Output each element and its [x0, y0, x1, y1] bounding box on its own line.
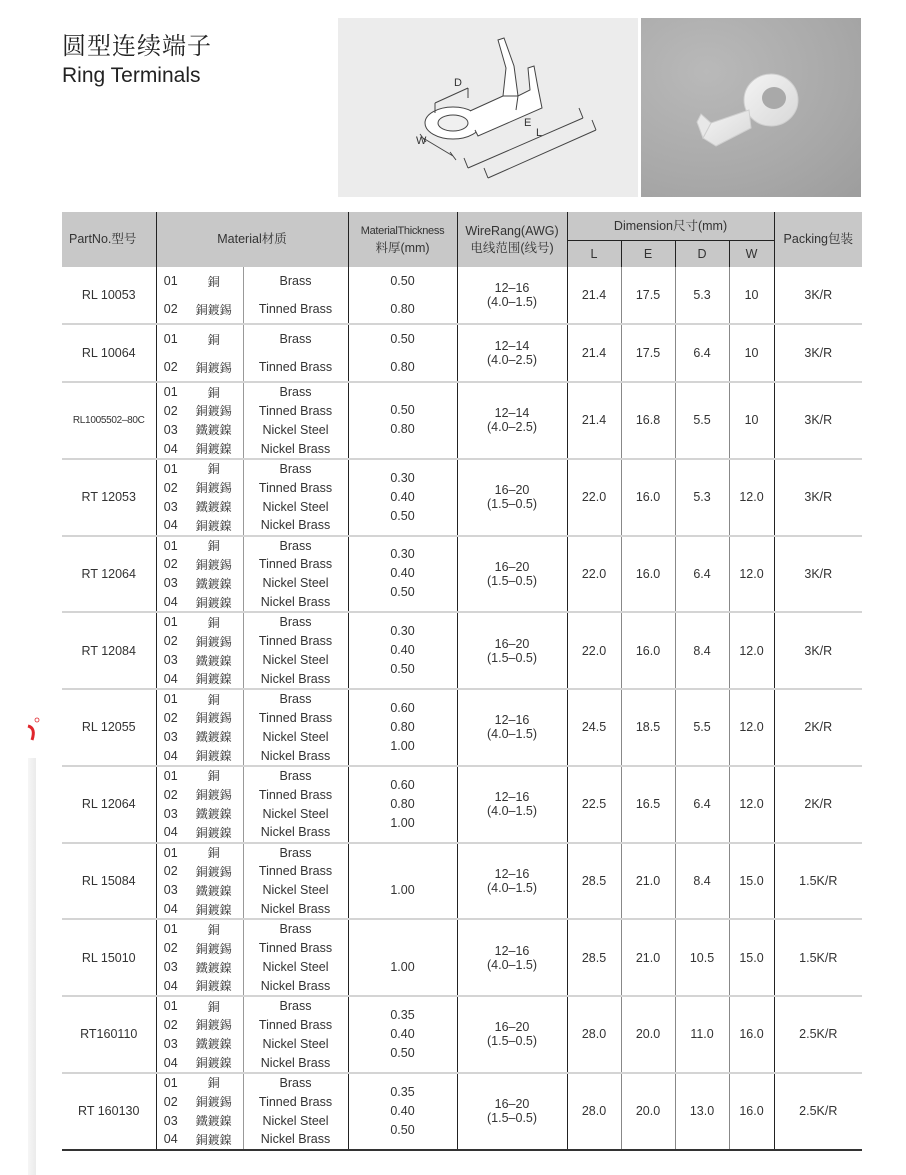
- header-dim-e: E: [621, 241, 675, 268]
- material-en-cell: Tinned Brass: [243, 862, 348, 881]
- packing-cell: 2K/R: [774, 766, 862, 843]
- material-code-cell: 02: [163, 941, 178, 956]
- dim-w-cell: 15.0: [729, 919, 774, 996]
- dim-l-cell: 22.0: [567, 459, 621, 536]
- part-number-cell: RL 15084: [62, 843, 156, 920]
- material-code-cell: 02: [156, 296, 185, 325]
- material-code-cell: 02: [163, 634, 178, 649]
- part-number-cell: RL1005502–80C: [62, 382, 156, 459]
- material-zh-cell: 鐵鍍鎳: [185, 1111, 243, 1130]
- dim-d-cell: 5.3: [675, 459, 729, 536]
- part-number-cell: RT 160130: [62, 1073, 156, 1150]
- dim-l-cell: 28.5: [567, 919, 621, 996]
- material-zh-cell: 銅鍍鎳: [185, 823, 243, 842]
- material-en-cell: Brass: [243, 843, 348, 862]
- material-code-cell: 04: [156, 670, 185, 689]
- material-zh-cell: 銅鍍錫: [185, 478, 243, 497]
- dim-d-cell: 11.0: [675, 996, 729, 1073]
- thickness-cell: 1.00: [348, 843, 457, 920]
- ring-terminal-photo: [641, 18, 861, 197]
- material-zh-cell: 銅鍍鎳: [185, 516, 243, 535]
- header-dim-d: D: [675, 241, 729, 268]
- header-dim-l: L: [567, 241, 621, 268]
- material-en-cell: Tinned Brass: [243, 938, 348, 957]
- product-row-group: [62, 382, 862, 459]
- thickness-cell: 0.30 0.40 0.50: [348, 612, 457, 689]
- material-code-cell: 01: [163, 999, 178, 1014]
- dim-e-cell: 21.0: [621, 919, 675, 996]
- dim-e-cell: 20.0: [621, 996, 675, 1073]
- dim-d-cell: 10.5: [675, 919, 729, 996]
- material-code-cell: 04: [156, 1054, 185, 1073]
- material-code-cell: 03: [163, 653, 178, 668]
- material-code-cell: 01: [163, 692, 178, 707]
- part-number-cell: RL 12064: [62, 766, 156, 843]
- packing-cell: 3K/R: [774, 612, 862, 689]
- material-zh-cell: 銅鍍錫: [185, 1015, 243, 1034]
- material-en-cell: Nickel Steel: [243, 881, 348, 900]
- material-zh-cell: 銅鍍錫: [185, 708, 243, 727]
- dim-e-cell: 18.5: [621, 689, 675, 766]
- material-zh-cell: 銅鍍鎳: [185, 670, 243, 689]
- table-row: [62, 843, 862, 862]
- material-en-cell: Nickel Brass: [243, 440, 348, 459]
- dim-l-cell: 21.4: [567, 382, 621, 459]
- material-en-cell: Nickel Steel: [243, 958, 348, 977]
- material-zh-cell: 鐵鍍鎳: [185, 497, 243, 516]
- thickness-cell: 0.30 0.40 0.50: [348, 459, 457, 536]
- material-zh-cell: 銅鍍錫: [185, 1092, 243, 1111]
- material-zh-cell: 銅: [185, 612, 243, 631]
- material-code-cell: 04: [156, 440, 185, 459]
- material-code-cell: 03: [163, 422, 178, 437]
- material-en-cell: Tinned Brass: [243, 631, 348, 650]
- material-code-cell: 01: [163, 845, 178, 860]
- material-en-cell: Nickel Steel: [243, 804, 348, 823]
- dim-e-cell: 16.5: [621, 766, 675, 843]
- material-code-cell: 01: [163, 461, 178, 476]
- material-zh-cell: 銅鍍鎳: [185, 977, 243, 996]
- material-en-cell: Nickel Steel: [243, 651, 348, 670]
- material-zh-cell: 銅: [185, 536, 243, 555]
- material-en-cell: Tinned Brass: [243, 785, 348, 804]
- material-en-cell: Brass: [243, 324, 348, 353]
- dim-e-cell: 21.0: [621, 843, 675, 920]
- material-code-cell: 03: [163, 960, 178, 975]
- thickness-cell: 1.00: [348, 919, 457, 996]
- header-thickness: MaterialThickness 料厚(mm): [348, 212, 457, 267]
- material-en-cell: Brass: [243, 689, 348, 708]
- material-code-cell: 03: [163, 1036, 178, 1051]
- part-number-cell: RT160110: [62, 996, 156, 1073]
- table-row: [62, 766, 862, 785]
- dim-w-cell: 12.0: [729, 766, 774, 843]
- material-code-cell: 04: [156, 593, 185, 612]
- dim-l-cell: 21.4: [567, 324, 621, 382]
- material-en-cell: Tinned Brass: [243, 1015, 348, 1034]
- material-en-cell: Tinned Brass: [243, 401, 348, 420]
- material-zh-cell: 銅鍍鎳: [185, 593, 243, 612]
- brand-mark-fragment: [26, 716, 40, 746]
- dim-w-cell: 12.0: [729, 612, 774, 689]
- dim-d-cell: 8.4: [675, 843, 729, 920]
- material-en-cell: Brass: [243, 996, 348, 1015]
- diagram-label-w: W: [416, 135, 427, 147]
- dim-w-cell: 16.0: [729, 996, 774, 1073]
- product-row-group: [62, 919, 862, 996]
- material-en-cell: Nickel Steel: [243, 420, 348, 439]
- material-code-cell: 02: [163, 403, 178, 418]
- header-dim-w: W: [729, 241, 774, 268]
- wire-range-cell: 12–16 (4.0–1.5): [457, 267, 567, 324]
- diagram-label-d: D: [454, 77, 462, 89]
- dim-l-cell: 24.5: [567, 689, 621, 766]
- header-part-no: PartNo.型号: [62, 212, 156, 267]
- packing-cell: 3K/R: [774, 536, 862, 613]
- terminal-dimension-diagram: [338, 18, 638, 197]
- material-zh-cell: 銅鍍錫: [185, 353, 243, 382]
- material-en-cell: Nickel Steel: [243, 574, 348, 593]
- product-row-group: [62, 536, 862, 613]
- material-zh-cell: 銅鍍錫: [185, 938, 243, 957]
- packing-cell: 2K/R: [774, 689, 862, 766]
- dim-e-cell: 17.5: [621, 267, 675, 324]
- material-zh-cell: 銅鍍鎳: [185, 1054, 243, 1073]
- header-wire-range: WireRang(AWG) 电线范围(线号): [457, 212, 567, 267]
- material-code-cell: 03: [163, 883, 178, 898]
- dim-e-cell: 16.0: [621, 536, 675, 613]
- material-en-cell: Nickel Brass: [243, 670, 348, 689]
- material-en-cell: Brass: [243, 459, 348, 478]
- material-en-cell: Brass: [243, 766, 348, 785]
- dim-w-cell: 10: [729, 382, 774, 459]
- part-number-cell: RL 15010: [62, 919, 156, 996]
- header-dimension: Dimension尺寸(mm): [567, 212, 774, 241]
- dim-e-cell: 16.0: [621, 612, 675, 689]
- product-row-group: [62, 843, 862, 920]
- material-zh-cell: 銅: [185, 996, 243, 1015]
- thickness-cell: 0.50 0.80: [348, 382, 457, 459]
- dim-d-cell: 6.4: [675, 536, 729, 613]
- table-row: [62, 612, 862, 631]
- material-code-cell: 01: [163, 1075, 178, 1090]
- dim-w-cell: 15.0: [729, 843, 774, 920]
- dim-l-cell: 28.0: [567, 1073, 621, 1150]
- material-en-cell: Nickel Brass: [243, 516, 348, 535]
- material-en-cell: Brass: [243, 612, 348, 631]
- wire-range-cell: 16–20 (1.5–0.5): [457, 1073, 567, 1150]
- material-code-cell: 02: [163, 1094, 178, 1109]
- material-en-cell: Nickel Steel: [243, 497, 348, 516]
- table-row: [62, 1073, 862, 1092]
- material-code-cell: 04: [156, 977, 185, 996]
- material-zh-cell: 銅鍍錫: [185, 862, 243, 881]
- dim-w-cell: 12.0: [729, 689, 774, 766]
- material-zh-cell: 鐵鍍鎳: [185, 881, 243, 900]
- part-number-cell: RT 12084: [62, 612, 156, 689]
- packing-cell: 3K/R: [774, 459, 862, 536]
- diagram-label-l: L: [536, 127, 543, 139]
- material-en-cell: Brass: [243, 267, 348, 296]
- material-code-cell: 03: [163, 729, 178, 744]
- material-code-cell: 02: [163, 480, 178, 495]
- table-row: [62, 536, 862, 555]
- table-row: [62, 267, 862, 296]
- dim-d-cell: 8.4: [675, 612, 729, 689]
- material-code-cell: 01: [163, 332, 178, 346]
- material-en-cell: Nickel Steel: [243, 1034, 348, 1053]
- material-zh-cell: 銅鍍鎳: [185, 747, 243, 766]
- material-zh-cell: 銅: [185, 1073, 243, 1092]
- material-zh-cell: 銅鍍錫: [185, 631, 243, 650]
- header-material: Material材质: [156, 212, 348, 267]
- material-code-cell: 04: [156, 747, 185, 766]
- table-row: [62, 324, 862, 353]
- material-en-cell: Tinned Brass: [243, 353, 348, 382]
- material-en-cell: Nickel Brass: [243, 1130, 348, 1149]
- material-code-cell: 01: [163, 615, 178, 630]
- side-strip: [28, 758, 36, 1175]
- material-zh-cell: 銅鍍錫: [185, 296, 243, 325]
- material-code-cell: 01: [163, 538, 178, 553]
- thickness-cell: 0.35 0.40 0.50: [348, 996, 457, 1073]
- part-number-cell: RL 12055: [62, 689, 156, 766]
- material-en-cell: Nickel Steel: [243, 1111, 348, 1130]
- packing-cell: 3K/R: [774, 267, 862, 324]
- material-zh-cell: 銅鍍錫: [185, 785, 243, 804]
- material-code-cell: 03: [163, 1113, 178, 1128]
- ring-terminal-spec-table: [62, 212, 862, 1151]
- material-code-cell: 02: [163, 557, 178, 572]
- dim-d-cell: 6.4: [675, 324, 729, 382]
- dim-e-cell: 16.0: [621, 459, 675, 536]
- material-en-cell: Nickel Brass: [243, 747, 348, 766]
- dim-d-cell: 5.5: [675, 689, 729, 766]
- header-packing: Packing包装: [774, 212, 862, 267]
- material-code-cell: 01: [163, 922, 178, 937]
- thickness-cell: 0.50 0.80: [348, 267, 457, 324]
- thickness-cell: 0.50 0.80: [348, 324, 457, 382]
- material-zh-cell: 銅: [185, 267, 243, 296]
- table-row: [62, 382, 862, 401]
- wire-range-cell: 12–16 (4.0–1.5): [457, 766, 567, 843]
- material-code-cell: 04: [156, 823, 185, 842]
- part-number-cell: RL 10064: [62, 324, 156, 382]
- material-zh-cell: 鐵鍍鎳: [185, 574, 243, 593]
- material-en-cell: Brass: [243, 382, 348, 401]
- material-code-cell: 02: [163, 864, 178, 879]
- wire-range-cell: 12–16 (4.0–1.5): [457, 689, 567, 766]
- dim-e-cell: 16.8: [621, 382, 675, 459]
- material-zh-cell: 鐵鍍鎳: [185, 651, 243, 670]
- material-zh-cell: 銅: [185, 843, 243, 862]
- dim-l-cell: 22.0: [567, 536, 621, 613]
- dim-w-cell: 12.0: [729, 536, 774, 613]
- material-en-cell: Tinned Brass: [243, 296, 348, 325]
- material-en-cell: Nickel Steel: [243, 727, 348, 746]
- product-row-group: [62, 996, 862, 1073]
- product-row-group: [62, 1073, 862, 1150]
- thickness-cell: 0.30 0.40 0.50: [348, 536, 457, 613]
- material-zh-cell: 銅: [185, 919, 243, 938]
- material-zh-cell: 銅: [185, 459, 243, 478]
- material-code-cell: 02: [156, 353, 185, 382]
- dim-w-cell: 10: [729, 267, 774, 324]
- table-row: [62, 919, 862, 938]
- dim-d-cell: 5.5: [675, 382, 729, 459]
- part-number-cell: RT 12064: [62, 536, 156, 613]
- packing-cell: 3K/R: [774, 324, 862, 382]
- packing-cell: 1.5K/R: [774, 919, 862, 996]
- table-row: [62, 689, 862, 708]
- material-code-cell: 04: [156, 900, 185, 919]
- material-code-cell: 03: [163, 499, 178, 514]
- wire-range-cell: 16–20 (1.5–0.5): [457, 996, 567, 1073]
- dim-d-cell: 5.3: [675, 267, 729, 324]
- material-en-cell: Brass: [243, 919, 348, 938]
- wire-range-cell: 12–14 (4.0–2.5): [457, 382, 567, 459]
- packing-cell: 2.5K/R: [774, 1073, 862, 1150]
- product-row-group: [62, 267, 862, 324]
- wire-range-cell: 16–20 (1.5–0.5): [457, 536, 567, 613]
- material-zh-cell: 銅: [185, 382, 243, 401]
- page-title-zh: 圆型连续端子: [62, 32, 212, 60]
- dim-w-cell: 16.0: [729, 1073, 774, 1150]
- material-code-cell: 04: [156, 516, 185, 535]
- material-zh-cell: 鐵鍍鎳: [185, 1034, 243, 1053]
- thickness-cell: 0.35 0.40 0.50: [348, 1073, 457, 1150]
- wire-range-cell: 12–14 (4.0–2.5): [457, 324, 567, 382]
- dim-e-cell: 20.0: [621, 1073, 675, 1150]
- material-zh-cell: 銅鍍鎳: [185, 900, 243, 919]
- material-en-cell: Tinned Brass: [243, 555, 348, 574]
- material-zh-cell: 鐵鍍鎳: [185, 727, 243, 746]
- material-code-cell: 02: [163, 1017, 178, 1032]
- packing-cell: 1.5K/R: [774, 843, 862, 920]
- packing-cell: 3K/R: [774, 382, 862, 459]
- dim-d-cell: 6.4: [675, 766, 729, 843]
- product-row-group: [62, 324, 862, 382]
- material-zh-cell: 銅: [185, 324, 243, 353]
- material-en-cell: Brass: [243, 1073, 348, 1092]
- material-zh-cell: 銅鍍錫: [185, 401, 243, 420]
- material-code-cell: 02: [163, 710, 178, 725]
- product-row-group: [62, 612, 862, 689]
- material-zh-cell: 鐵鍍鎳: [185, 420, 243, 439]
- dim-l-cell: 22.5: [567, 766, 621, 843]
- dim-l-cell: 28.0: [567, 996, 621, 1073]
- material-code-cell: 04: [156, 1130, 185, 1149]
- material-en-cell: Brass: [243, 536, 348, 555]
- dim-d-cell: 13.0: [675, 1073, 729, 1150]
- material-zh-cell: 鐵鍍鎳: [185, 958, 243, 977]
- material-en-cell: Nickel Brass: [243, 823, 348, 842]
- thickness-cell: 0.60 0.80 1.00: [348, 689, 457, 766]
- wire-range-cell: 12–16 (4.0–1.5): [457, 919, 567, 996]
- material-code-cell: 03: [163, 576, 178, 591]
- material-code-cell: 01: [163, 768, 178, 783]
- material-en-cell: Nickel Brass: [243, 593, 348, 612]
- part-number-cell: RL 10053: [62, 267, 156, 324]
- table-row: [62, 996, 862, 1015]
- product-row-group: [62, 459, 862, 536]
- material-zh-cell: 鐵鍍鎳: [185, 804, 243, 823]
- material-zh-cell: 銅鍍鎳: [185, 440, 243, 459]
- material-en-cell: Tinned Brass: [243, 478, 348, 497]
- table-row: [62, 459, 862, 478]
- material-code-cell: 01: [163, 385, 178, 400]
- material-zh-cell: 銅: [185, 766, 243, 785]
- dim-w-cell: 10: [729, 324, 774, 382]
- dim-w-cell: 12.0: [729, 459, 774, 536]
- dim-e-cell: 17.5: [621, 324, 675, 382]
- wire-range-cell: 16–20 (1.5–0.5): [457, 612, 567, 689]
- material-code-cell: 02: [163, 787, 178, 802]
- material-code-cell: 03: [163, 806, 178, 821]
- product-row-group: [62, 689, 862, 766]
- dim-l-cell: 22.0: [567, 612, 621, 689]
- packing-cell: 2.5K/R: [774, 996, 862, 1073]
- material-code-cell: 01: [163, 274, 178, 289]
- material-zh-cell: 銅鍍錫: [185, 555, 243, 574]
- page-title-en: Ring Terminals: [62, 64, 201, 87]
- part-number-cell: RT 12053: [62, 459, 156, 536]
- material-en-cell: Nickel Brass: [243, 1054, 348, 1073]
- dim-l-cell: 28.5: [567, 843, 621, 920]
- dim-l-cell: 21.4: [567, 267, 621, 324]
- material-en-cell: Nickel Brass: [243, 977, 348, 996]
- wire-range-cell: 16–20 (1.5–0.5): [457, 459, 567, 536]
- wire-range-cell: 12–16 (4.0–1.5): [457, 843, 567, 920]
- material-en-cell: Tinned Brass: [243, 1092, 348, 1111]
- material-en-cell: Nickel Brass: [243, 900, 348, 919]
- material-en-cell: Tinned Brass: [243, 708, 348, 727]
- thickness-cell: 0.60 0.80 1.00: [348, 766, 457, 843]
- material-zh-cell: 銅鍍鎳: [185, 1130, 243, 1149]
- diagram-label-e: E: [524, 117, 532, 129]
- material-zh-cell: 銅: [185, 689, 243, 708]
- product-row-group: [62, 766, 862, 843]
